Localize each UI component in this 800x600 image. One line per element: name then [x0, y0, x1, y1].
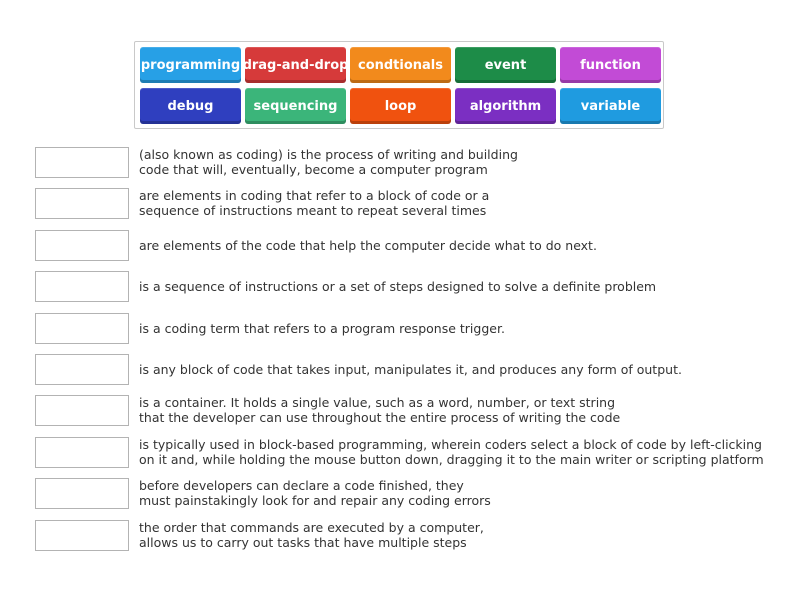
answer-drop-box-7[interactable]: [35, 395, 129, 426]
clue-text: is a container. It holds a single value, such as a word, number, or text string that the developer can use throughout the entire process of writing the code: [139, 395, 621, 425]
answer-drop-box-8[interactable]: [35, 437, 129, 468]
clue-9: [139, 476, 789, 510]
answer-drop-box-1[interactable]: [35, 147, 129, 178]
word-tile-sequencing[interactable]: [245, 88, 346, 124]
answer-drop-box-5[interactable]: [35, 313, 129, 344]
clue-2: [139, 186, 789, 220]
tile-label: sequencing: [253, 98, 338, 114]
word-tile-programming[interactable]: [140, 47, 241, 83]
tile-label: algorithm: [469, 98, 542, 114]
word-tile-variable[interactable]: [560, 88, 661, 124]
answer-drop-box-10[interactable]: [35, 520, 129, 551]
clue-7: [139, 393, 789, 427]
word-tile-drag-and-drop[interactable]: [242, 47, 349, 83]
clue-text: (also known as coding) is the process of writing and building code that will, eventually, become a computer program: [139, 147, 518, 177]
word-tile-function[interactable]: [560, 47, 661, 83]
answer-drop-box-3[interactable]: [35, 230, 129, 261]
word-tile-debug[interactable]: [140, 88, 241, 124]
clue-text: the order that commands are executed by a computer, allows us to carry out tasks that have multiple steps: [139, 520, 484, 550]
word-tile-algorithm[interactable]: [455, 88, 556, 124]
answer-drop-box-4[interactable]: [35, 271, 129, 302]
tile-label: programming: [140, 57, 241, 73]
tile-label: condtionals: [357, 57, 444, 73]
clue-3: [139, 228, 789, 262]
clue-1: [139, 145, 789, 179]
clue-text: are elements in coding that refer to a block of code or a sequence of instructions meant to repeat several times: [139, 188, 490, 218]
tile-label: loop: [384, 98, 417, 114]
word-tile-loop[interactable]: [350, 88, 451, 124]
clue-text: is a coding term that refers to a program response trigger.: [139, 320, 505, 336]
answer-drop-box-2[interactable]: [35, 188, 129, 219]
clue-text: before developers can declare a code finished, they must painstakingly look for and repair any coding errors: [139, 478, 491, 508]
clue-text: is typically used in block-based programming, wherein coders select a block of code by left-clicking on it and, while holding the mouse button down, dragging it to the main writer or scripting platform: [139, 437, 764, 467]
answer-drop-box-9[interactable]: [35, 478, 129, 509]
clue-text: is a sequence of instructions or a set of steps designed to solve a definite problem: [139, 278, 657, 294]
tile-label: variable: [580, 98, 641, 114]
word-bank: [134, 41, 664, 129]
answer-drop-box-6[interactable]: [35, 354, 129, 385]
clue-6: [139, 352, 789, 386]
clue-text: are elements of the code that help the computer decide what to do next.: [139, 237, 597, 253]
word-tile-event[interactable]: [455, 47, 556, 83]
clue-4: [139, 269, 789, 303]
tile-label: function: [580, 57, 641, 73]
tile-label: event: [484, 57, 527, 73]
clue-5: [139, 311, 789, 345]
clue-10: [139, 518, 789, 552]
tile-label: drag-and-drop: [242, 57, 349, 73]
tile-label: debug: [167, 98, 214, 114]
word-tile-condtionals[interactable]: [350, 47, 451, 83]
clue-8: [139, 435, 789, 469]
clue-text: is any block of code that takes input, manipulates it, and produces any form of output.: [139, 361, 682, 377]
